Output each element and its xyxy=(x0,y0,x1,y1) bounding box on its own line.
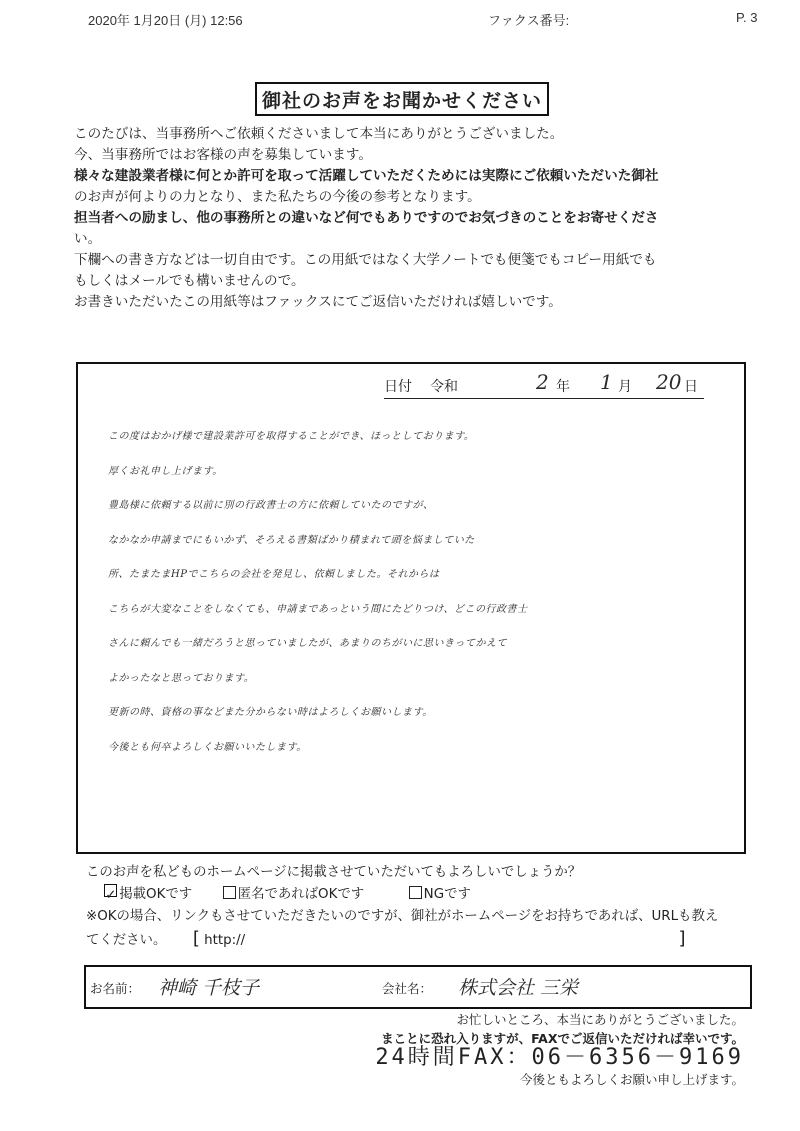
consent-section xyxy=(86,862,766,952)
consent-question: このお声を私どものホームページに掲載させていただいてもよろしいでしょうか？ xyxy=(86,865,582,880)
checkbox-ok[interactable]: ✓ xyxy=(104,884,117,897)
url-bracket-open: [ xyxy=(192,928,200,949)
intro-text xyxy=(74,124,744,313)
date-month-unit: 月 xyxy=(618,379,632,395)
option-anonymous-label: 匿名であればOKです xyxy=(237,887,365,902)
intro-line: もしくはメールでも構いませんので。 xyxy=(74,273,305,289)
link-note: ※OKの場合、リンクもさせていただきたいのですが、御社がホームページをお持ちであれば、URLも教え xyxy=(86,909,719,924)
name-value: 神崎 千枝子 xyxy=(158,977,260,999)
date-era: 令和 xyxy=(430,379,458,395)
handwritten-line: 更新の時、資格の事などまた分からない時はよろしくお願いします。 xyxy=(108,707,433,718)
intro-line: のお声が何よりの力となり、また私たちの今後の参考となります。 xyxy=(74,189,481,205)
url-field[interactable]: http:// xyxy=(204,933,246,948)
fax-header xyxy=(0,10,800,30)
company-value: 株式会社 三栄 xyxy=(458,977,579,999)
handwritten-line: 今後とも何卒よろしくお願いいたします。 xyxy=(108,741,307,753)
form-title: 御社のお声をお聞かせください xyxy=(255,82,549,116)
date-label: 日付 xyxy=(384,379,412,395)
date-row xyxy=(384,370,704,399)
date-year: 2 xyxy=(536,370,549,394)
handwritten-line: なかなか申請までにもいかず、そろえる書類ばかり積まれて頭を悩ましていた xyxy=(108,534,475,546)
checkbox-anonymous[interactable] xyxy=(223,886,236,899)
company-label: 会社名： xyxy=(382,981,433,996)
handwritten-message xyxy=(108,420,728,765)
handwritten-line: よかったなと思っております。 xyxy=(108,672,255,684)
fax-number: 24時間FAX：06－6356－9169 xyxy=(375,1045,744,1070)
page-number: P. 3 xyxy=(736,10,758,25)
date-day: 20 xyxy=(656,370,682,394)
handwritten-line: こちらが大変なことをしなくても、申請まであっという間にたどりつけ、どこの行政書士 xyxy=(108,603,528,615)
handwritten-line: この度はおかげ様で建設業許可を取得することができ、ほっとしております。 xyxy=(108,431,475,442)
name-bar xyxy=(84,965,752,1009)
intro-line: 今、当事務所ではお客様の声を募集しています。 xyxy=(74,147,372,163)
intro-line: 下欄への書き方などは一切自由です。この用紙ではなく大学ノートでも便箋でもコピー用紙でも xyxy=(74,252,657,268)
footer-line-1: お忙しいところ、本当にありがとうございました。 xyxy=(456,1012,744,1027)
intro-line: 様々な建設業者様に何とか許可を取って活躍していただくためには実際にご依頼いただいた御社 xyxy=(74,168,659,184)
handwritten-line: 豊島様に依頼する以前に別の行政書士の方に依頼していたのですが、 xyxy=(108,500,434,511)
link-note-cont: てください。 xyxy=(86,933,167,948)
closing-line: 今後ともよろしくお願い申し上げます。 xyxy=(519,1072,744,1087)
intro-line: い。 xyxy=(74,231,102,247)
date-day-unit: 日 xyxy=(684,379,698,395)
name-label: お名前： xyxy=(90,981,141,996)
option-ok-label: 掲載OKです xyxy=(119,887,193,902)
fax-datetime: 2020年 1月20日 (月) 12:56 xyxy=(88,13,243,28)
checkbox-ng[interactable] xyxy=(409,886,422,899)
footer-line-2: まことに恐れ入りますが、FAXでご返信いただければ幸いです。 xyxy=(381,1031,744,1046)
intro-line: 担当者への励まし、他の事務所との違いなど何でもありですのでお気づきのことをお寄せくださ xyxy=(74,210,659,226)
url-bracket-close: ] xyxy=(678,928,686,949)
handwritten-line: 所、たまたまHPでこちらの会社を発見し、依頼しました。それからは xyxy=(108,569,440,580)
intro-line: このたびは、当事務所へご依頼くださいまして本当にありがとうございました。 xyxy=(74,126,564,142)
handwritten-line: さんに頼んでも一緒だろうと思っていましたが、あまりのちがいに思いきってかえて xyxy=(108,638,507,649)
handwritten-line: 厚くお礼申し上げます。 xyxy=(108,465,223,477)
date-month: 1 xyxy=(600,370,613,394)
fax-number-label: ファクス番号: xyxy=(488,13,570,28)
option-ng-label: NGです xyxy=(423,887,471,902)
intro-line: お書きいただいたこの用紙等はファックスにてご返信いただければ嬉しいです。 xyxy=(74,294,562,310)
date-year-unit: 年 xyxy=(556,379,570,395)
